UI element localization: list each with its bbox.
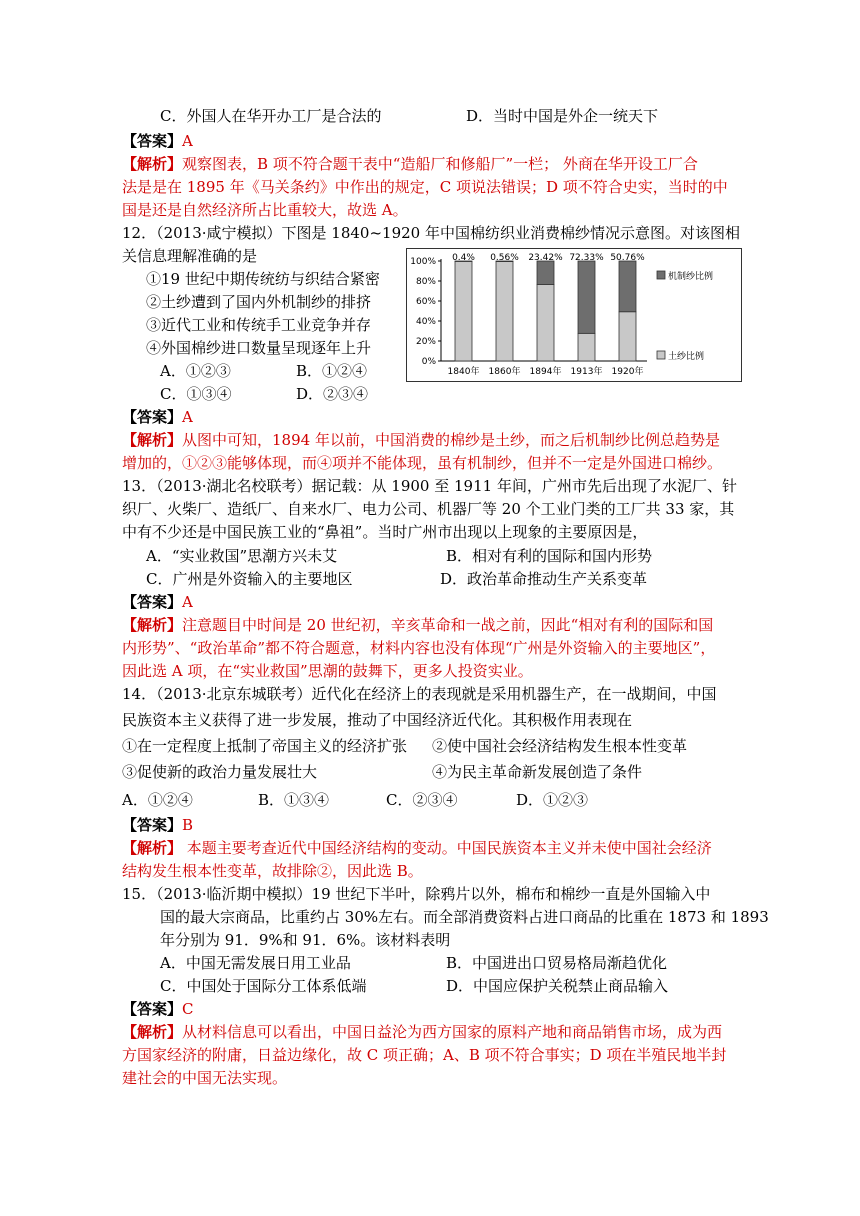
legend-label-machine: 机制纱比例 bbox=[668, 272, 714, 282]
explanation-13-line1 bbox=[122, 615, 713, 635]
q15-option-d: D．中国应保护关税禁止商品输入 bbox=[446, 977, 669, 995]
explanation-11-line2: 法是是在 1895 年《马关条约》中作出的规定，C 项说法错误；D 项不符合史实，当时的中 bbox=[122, 178, 728, 196]
answer-value: A bbox=[182, 408, 193, 426]
explanation-13-line2: 内形势”、“政治革命”都不符合题意，材料内容也没有体现“广州是外资输入的主要地区”， bbox=[122, 639, 716, 657]
bar-machine-yarn bbox=[578, 261, 595, 333]
x-tick-label: 1840年 bbox=[447, 367, 480, 377]
q15-option-c: C．中国处于国际分工体系低端 bbox=[160, 977, 367, 995]
q12-statement-4: ④外国棉纱进口数量呈现逐年上升 bbox=[146, 339, 372, 357]
q11-option-d: D．当时中国是外企一统天下 bbox=[466, 107, 659, 125]
q12-stem-line2: 关信息理解准确的是 bbox=[122, 247, 258, 265]
bar-local-yarn bbox=[496, 262, 513, 361]
legend-swatch-local bbox=[657, 351, 665, 359]
q14-stem-line2: 民族资本主义获得了进一步发展，推动了中国经济近代化。其积极作用表现在 bbox=[122, 711, 633, 729]
explanation-11-line3: 国是还是自然经济所占比重较大，故选 A。 bbox=[122, 201, 408, 219]
q13-stem-line3: 中有不少还是中国民族工业的“鼻祖”。当时广州市出现以上现象的主要原因是， bbox=[122, 523, 648, 541]
q12-option-c: C．①③④ bbox=[160, 385, 232, 403]
cotton-yarn-chart bbox=[406, 248, 742, 382]
explanation-tag: 【解析】 bbox=[122, 839, 183, 857]
answer-value: C bbox=[182, 1000, 194, 1018]
answer-value: B bbox=[182, 816, 194, 834]
legend-label-local: 土纱比例 bbox=[668, 352, 705, 362]
data-label: 23.42% bbox=[528, 253, 563, 263]
q11-option-c: C．外国人在华开办工厂是合法的 bbox=[160, 107, 382, 125]
explanation-15-line2: 方国家经济的附庸，日益边缘化，故 C 项正确；A、B 项不符合事实；D 项在半殖民地半封 bbox=[122, 1046, 727, 1064]
q12-option-d: D．②③④ bbox=[296, 385, 369, 403]
q15-stem-line3: 年分别为 91．9%和 91．6%。该材料表明 bbox=[160, 931, 451, 949]
q15-option-b: B．中国进出口贸易格局渐趋优化 bbox=[446, 954, 668, 972]
q14-option-c: C．②③④ bbox=[386, 791, 458, 809]
q13-stem-line2: 织厂、火柴厂、造纸厂、自来水厂、电力公司、机器厂等 20 个工业门类的工厂共 33 家，其 bbox=[122, 500, 735, 518]
explanation-15-line1 bbox=[122, 1022, 722, 1042]
explanation-12-line2: 增加的，①②③能够体现，而④项并不能体现，虽有机制纱，但并不一定是外国进口棉纱。 bbox=[122, 454, 723, 472]
answer-value: A bbox=[182, 132, 193, 150]
answer-value: A bbox=[182, 593, 193, 611]
explanation-11-line1 bbox=[122, 154, 698, 174]
legend-swatch-machine bbox=[657, 271, 665, 279]
explanation-text: 注意题目中时间是 20 世纪初，辛亥革命和一战之前，因此“相对有利的国际和国 bbox=[182, 616, 714, 634]
x-tick-label: 1920年 bbox=[611, 367, 644, 377]
answer-12 bbox=[122, 407, 193, 427]
answer-tag: 【答案】 bbox=[122, 816, 183, 834]
chart-svg bbox=[407, 249, 741, 381]
q13-option-a: A．“实业救国”思潮方兴未艾 bbox=[146, 547, 338, 565]
explanation-text: 本题主要考查近代中国经济结构的变动。中国民族资本主义并未使中国社会经济 bbox=[182, 839, 712, 857]
explanation-text: 从图中可知，1894 年以前，中国消费的棉纱是土纱，而之后机制纱比例总趋势是 bbox=[182, 431, 720, 449]
q12-stem-line1: 12．（2013·咸宁模拟）下图是 1840~1920 年中国棉纺织业消费棉纱情况示意图。对该图相 bbox=[122, 224, 740, 242]
bar-local-yarn bbox=[455, 261, 472, 361]
answer-15 bbox=[122, 999, 194, 1019]
q14-option-d: D．①②③ bbox=[516, 791, 589, 809]
q12-statement-1: ①19 世纪中期传统纺与织结合紧密 bbox=[146, 270, 380, 288]
q14-statement-2: ②使中国社会经济结构发生根本性变革 bbox=[432, 737, 688, 755]
y-tick-label: 0% bbox=[421, 357, 436, 367]
q12-option-b: B．①②④ bbox=[296, 362, 368, 380]
answer-11 bbox=[122, 131, 193, 151]
q15-option-a: A．中国无需发展日用工业品 bbox=[160, 954, 351, 972]
explanation-text: 从材料信息可以看出，中国日益沦为西方国家的原料产地和商品销售市场，成为西 bbox=[182, 1023, 723, 1041]
explanation-text: 观察图表，B 项不符合题干表中“造船厂和修船厂”一栏； 外商在华开设工厂合 bbox=[182, 155, 698, 173]
answer-tag: 【答案】 bbox=[122, 132, 183, 150]
y-tick-label: 60% bbox=[415, 297, 436, 307]
y-tick-label: 20% bbox=[415, 337, 436, 347]
bar-local-yarn bbox=[578, 333, 595, 361]
q14-stem-line1: 14．（2013·北京东城联考）近代化在经济上的表现就是采用机器生产，在一战期间，中国 bbox=[122, 685, 717, 703]
y-tick-label: 40% bbox=[415, 317, 436, 327]
x-tick-label: 1894年 bbox=[529, 367, 562, 377]
data-label: 50.76% bbox=[610, 253, 645, 263]
data-label: 72.33% bbox=[569, 253, 604, 263]
q14-statement-4: ④为民主革命新发展创造了条件 bbox=[432, 763, 643, 781]
answer-tag: 【答案】 bbox=[122, 408, 183, 426]
y-tick-label: 80% bbox=[415, 277, 436, 287]
x-tick-label: 1860年 bbox=[488, 367, 521, 377]
data-label: 0.56% bbox=[490, 253, 519, 263]
q13-option-b: B．相对有利的国际和国内形势 bbox=[446, 547, 653, 565]
q12-statement-2: ②土纱遭到了国内外机制纱的排挤 bbox=[146, 293, 372, 311]
answer-tag: 【答案】 bbox=[122, 593, 183, 611]
q14-option-a: A．①②④ bbox=[122, 791, 193, 809]
q13-option-d: D．政治革命推动生产关系变革 bbox=[440, 570, 648, 588]
data-label: 0.4% bbox=[452, 253, 475, 263]
q14-statement-1: ①在一定程度上抵制了帝国主义的经济扩张 bbox=[122, 737, 408, 755]
answer-13 bbox=[122, 592, 193, 612]
q14-statement-3: ③促使新的政治力量发展壮大 bbox=[122, 763, 318, 781]
q13-stem-line1: 13．（2013·湖北名校联考）据记载：从 1900 至 1911 年间，广州市先后出现了水泥厂、针 bbox=[122, 477, 737, 495]
answer-14 bbox=[122, 815, 193, 835]
y-tick-label: 100% bbox=[410, 257, 436, 267]
q12-statement-3: ③近代工业和传统手工业竞争并存 bbox=[146, 316, 372, 334]
explanation-tag: 【解析】 bbox=[122, 431, 183, 449]
explanation-tag: 【解析】 bbox=[122, 155, 183, 173]
bar-machine-yarn bbox=[537, 261, 554, 284]
q15-stem-line2: 国的最大宗商品，比重约占 30%左右。而全部消费资料占进口商品的比重在 1873 和 1893 bbox=[160, 908, 769, 926]
bar-machine-yarn bbox=[619, 261, 636, 312]
explanation-12-line1 bbox=[122, 430, 720, 450]
x-tick-label: 1913年 bbox=[570, 367, 603, 377]
q12-option-a: A．①②③ bbox=[160, 362, 231, 380]
q14-option-b: B．①③④ bbox=[258, 791, 330, 809]
explanation-tag: 【解析】 bbox=[122, 1023, 183, 1041]
bar-local-yarn bbox=[537, 284, 554, 361]
explanation-14-line2: 结构发生根本性变革，故排除②，因此选 B。 bbox=[122, 862, 423, 880]
explanation-14-line1 bbox=[122, 838, 712, 858]
explanation-tag: 【解析】 bbox=[122, 616, 183, 634]
q13-option-c: C．广州是外资输入的主要地区 bbox=[146, 570, 353, 588]
explanation-13-line3: 因此选 A 项，在“实业救国”思潮的鼓舞下，更多人投资实业。 bbox=[122, 662, 533, 680]
explanation-15-line3: 建社会的中国无法实现。 bbox=[122, 1069, 288, 1087]
answer-tag: 【答案】 bbox=[122, 1000, 183, 1018]
bar-local-yarn bbox=[619, 312, 636, 361]
q15-stem-line1: 15．（2013·临沂期中模拟）19 世纪下半叶，除鸦片以外，棉布和棉纱一直是外国输入中 bbox=[122, 885, 711, 903]
